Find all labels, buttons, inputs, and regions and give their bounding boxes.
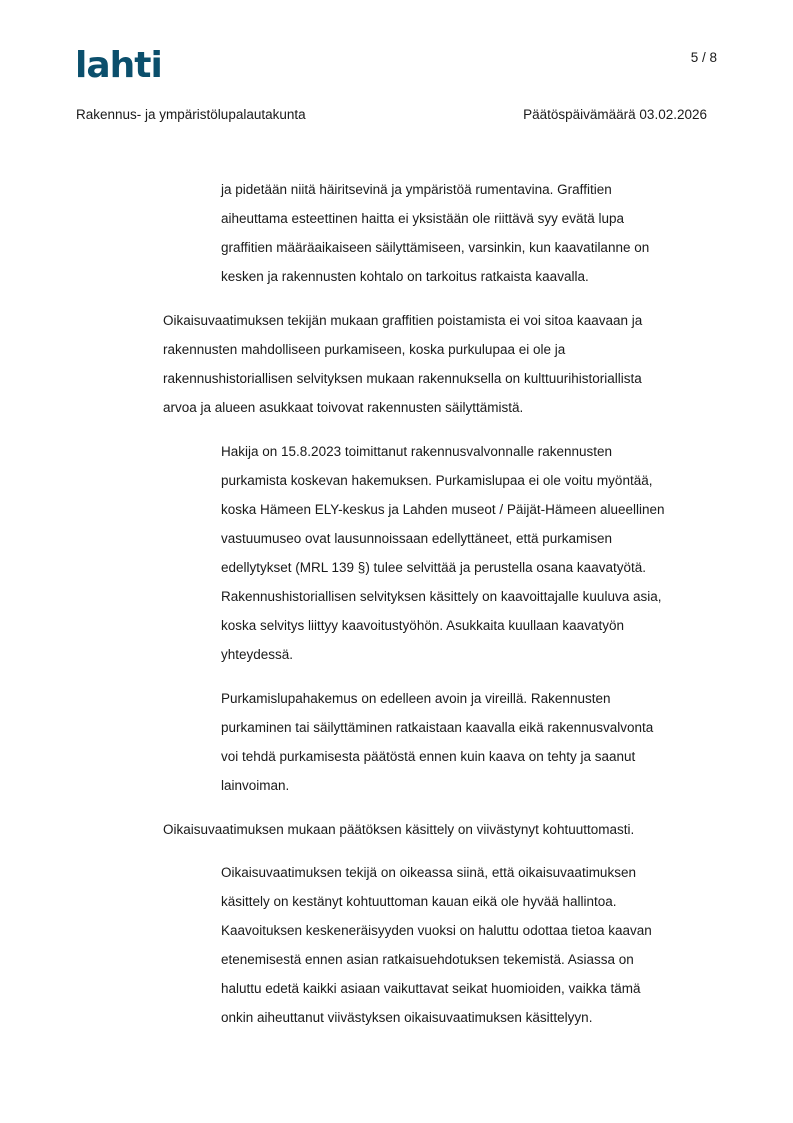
text-line: kesken ja rakennusten kohtalo on tarkoitus ratkaista kaavalla. bbox=[221, 269, 589, 284]
paragraph bbox=[221, 684, 653, 800]
text-line: vastuumuseo ovat lausunnoissaan edellyttäneet, että purkamisen bbox=[221, 531, 612, 546]
text-line: haluttu edetä kaikki asiaan vaikuttavat seikat huomioiden, vaikka tämä bbox=[221, 981, 641, 996]
text-line: käsittely on kestänyt kohtuuttoman kauan eikä ole hyvää hallintoa. bbox=[221, 894, 617, 909]
page-number: 5 / 8 bbox=[690, 50, 717, 65]
text-line: Hakija on 15.8.2023 toimittanut rakennusvalvonnalle rakennusten bbox=[221, 444, 613, 459]
text-line: koska selvitys liittyy kaavoitustyöhön. Asukkaita kuullaan kaavatyön bbox=[221, 618, 624, 633]
paragraph bbox=[221, 175, 649, 291]
text-line: onkin aiheuttanut viivästyksen oikaisuvaatimuksen käsittelyyn. bbox=[221, 1010, 593, 1025]
text-line: aiheuttama esteettinen haitta ei yksistään ole riittävä syy evätä lupa bbox=[221, 211, 624, 226]
text-line: ja pidetään niitä häiritsevinä ja ympäristöä rumentavina. Graffitien bbox=[221, 182, 612, 197]
text-line: rakennusten mahdolliseen purkamiseen, koska purkulupaa ei ole ja bbox=[163, 342, 566, 357]
text-line: Rakennushistoriallisen selvityksen käsittely on kaavoittajalle kuuluva asia, bbox=[221, 589, 662, 604]
text-line: Purkamislupahakemus on edelleen avoin ja vireillä. Rakennusten bbox=[221, 691, 611, 706]
text-line: Oikaisuvaatimuksen tekijän mukaan graffitien poistamista ei voi sitoa kaavaan ja bbox=[163, 313, 643, 328]
text-line: rakennushistoriallisen selvityksen mukaan rakennuksella on kulttuurihistoriallista bbox=[163, 371, 642, 386]
lahti-logo: lahti bbox=[75, 45, 162, 86]
text-line: Kaavoituksen keskeneräisyyden vuoksi on haluttu odottaa tietoa kaavan bbox=[221, 923, 652, 938]
paragraph bbox=[163, 815, 634, 844]
text-line: etenemisestä ennen asian ratkaisuehdotuksen tekemistä. Asiassa on bbox=[221, 952, 634, 967]
decision-date: Päätöspäivämäärä 03.02.2026 bbox=[523, 107, 707, 122]
text-line: koska Hämeen ELY-keskus ja Lahden museot / Päijät-Hämeen alueellinen bbox=[221, 502, 665, 517]
text-line: yhteydessä. bbox=[221, 647, 294, 662]
text-line: Oikaisuvaatimuksen mukaan päätöksen käsittely on viivästynyt kohtuuttomasti. bbox=[163, 822, 635, 837]
paragraph bbox=[221, 437, 665, 669]
paragraph bbox=[221, 858, 652, 1032]
text-line: arvoa ja alueen asukkaat toivovat rakennusten säilyttämistä. bbox=[163, 400, 524, 415]
text-line: graffitien määräaikaiseen säilyttämiseen, varsinkin, kun kaavatilanne on bbox=[221, 240, 650, 255]
text-line: purkamista koskevan hakemuksen. Purkamislupaa ei ole voitu myöntää, bbox=[221, 473, 653, 488]
paragraph bbox=[163, 306, 642, 422]
text-line: edellytykset (MRL 139 §) tulee selvittää ja perustella osana kaavatyötä. bbox=[221, 560, 646, 575]
text-line: lainvoiman. bbox=[221, 778, 290, 793]
department-name: Rakennus- ja ympäristölupalautakunta bbox=[76, 107, 306, 122]
text-line: purkaminen tai säilyttäminen ratkaistaan kaavalla eikä rakennusvalvonta bbox=[221, 720, 654, 735]
text-line: Oikaisuvaatimuksen tekijä on oikeassa siinä, että oikaisuvaatimuksen bbox=[221, 865, 636, 880]
text-line: voi tehdä purkamisesta päätöstä ennen kuin kaava on tehty ja saanut bbox=[221, 749, 636, 764]
